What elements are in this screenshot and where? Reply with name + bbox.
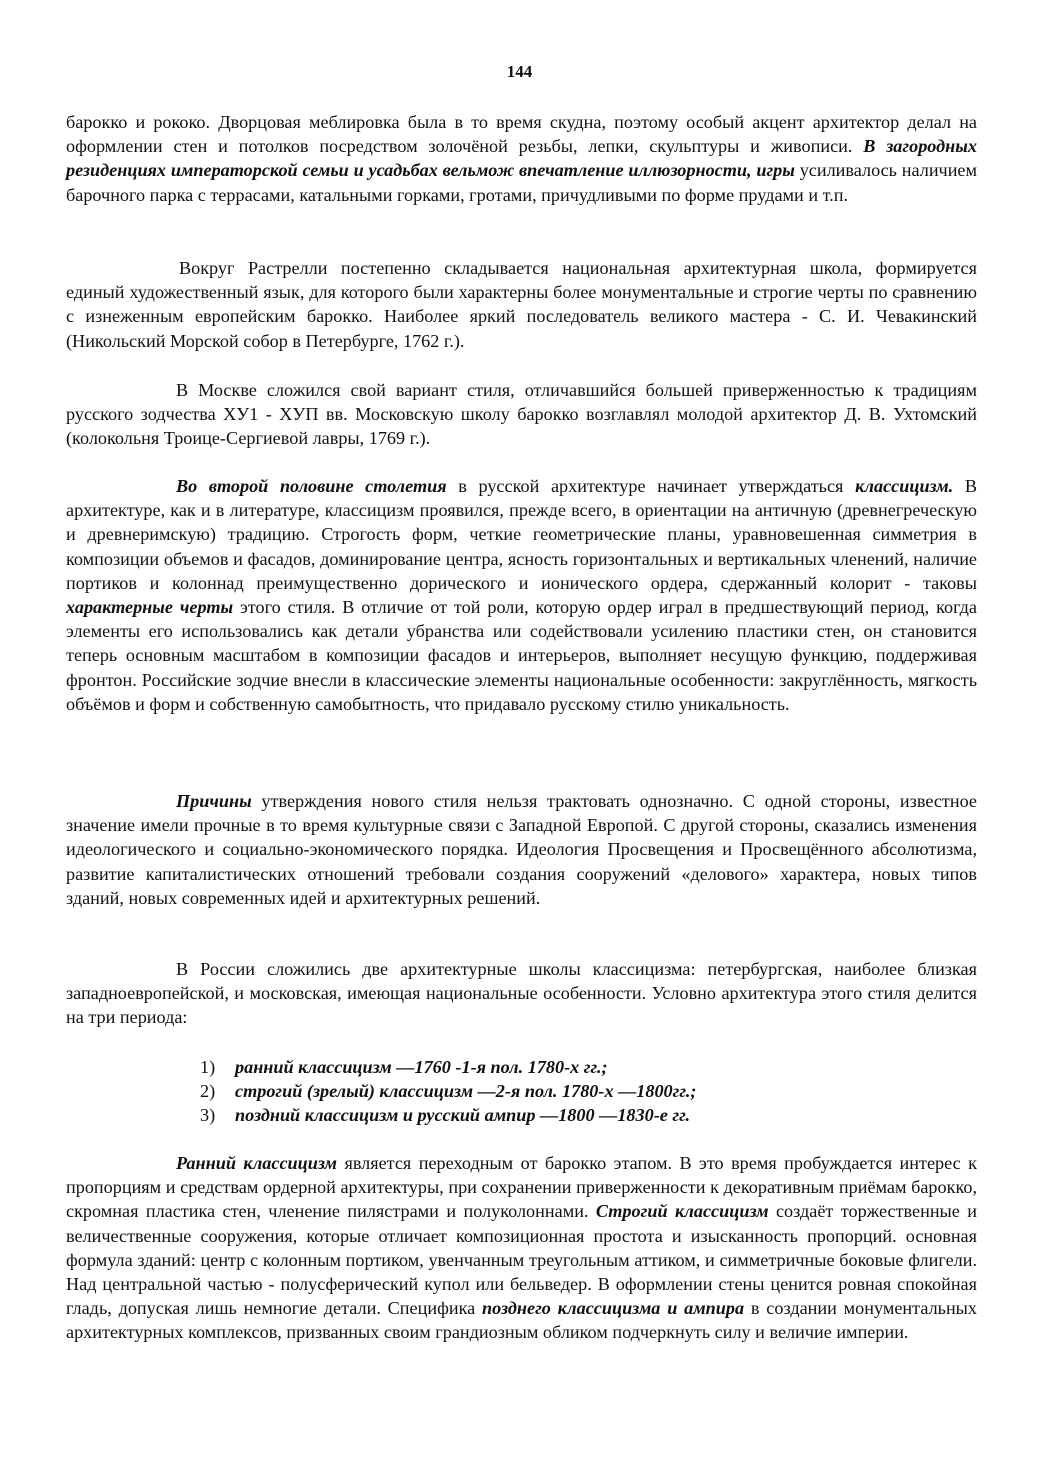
text-run: В архитектуре, как и в литературе, классицизм проявился, прежде всего, в ориентации на античную (древнегреческую и древнеримскую) традицию. Строгость форм, четкие геометрические планы, уравновешенная симметрия в композиции объемов и фасадов, доминирование центра, ясность горизонтальных и вертикальных членений, наличие портиков и колоннад преимущественно дорического и ионического ордера, сдержанный колорит - таковы — [66, 476, 977, 593]
emphasis-run: позднего классицизма и ампира — [482, 1298, 745, 1319]
paragraph-baroque-decor — [66, 110, 977, 207]
list-item-number: 3) — [200, 1105, 216, 1126]
list-item — [200, 1079, 900, 1103]
list-item-text: строгий (зрелый) классицизм —2-я пол. 1780-х —1800гг.; — [235, 1081, 697, 1102]
page-number: 144 — [506, 62, 533, 81]
list-item-number: 2) — [200, 1081, 216, 1102]
list-item-number: 1) — [200, 1057, 216, 1077]
paragraph-moscow-baroque — [66, 378, 977, 451]
emphasis-run: Строгий классицизм — [595, 1201, 769, 1222]
paragraph-classicism-intro — [66, 474, 977, 716]
text-run: является переходным от барокко этапом. В это время пробуждается интерес к пропорциям и средствам ордерной архитектуры, при сохранении приверженности к декоративным приёмам барокко, скромная пластика стен, членение пилястрами и полуколоннами. — [66, 1153, 978, 1222]
list-item-text: поздний классицизм и русский ампир —1800 —1830-е гг. — [235, 1105, 691, 1126]
text-run: В Москве сложился свой вариант стиля, отличавшийся большей приверженностью к традициям русского зодчества ХУ1 - ХУП вв. Московскую школу барокко возглавлял молодой архитектор Д. В. Ухтомский (колокольня Троице-Сергиевой лавры, 1769 г.). — [66, 380, 977, 449]
text-run: создаёт торжественные и величественные сооружения, которые отличает композиционная простота и изысканность пропорций. основная формула зданий: центр с колонным портиком, увенчанным треугольным аттиком, и симметричные боковые флигели. Над центральной частью - полусферический купол или бельведер. В оформлении стены ценится ровная спокойная гладь, допуская лишь немногие детали. Специфика — [66, 1201, 977, 1319]
paragraph-reasons — [66, 789, 977, 910]
list-item — [200, 1103, 900, 1127]
emphasis-run: Причины — [176, 791, 252, 811]
text-run: в русской архитектуре начинает утверждаться — [446, 476, 856, 496]
text-run: усиливалось наличием барочного парка с террасами, катальными горками, гротами, причудливыми по форме прудами и т.п. — [66, 160, 978, 205]
emphasis-run: Ранний классицизм — [176, 1153, 337, 1173]
text-run: Вокруг Растрелли постепенно складывается национальная архитектурная школа, формируется единый художественный язык, для которого были характерны более монументальные и строгие черты по сравнению с изнеженным европейским барокко. Наиболее яркий последователь великого мастера - С. И. Чевакинский (Никольский Морской собор в Петербурге, 1762 г.). — [66, 258, 977, 351]
text-run: этого стиля. В отличие от той роли, которую ордер играл в предшествующий период, когда элементы его использовались как детали убранства или содействовали усилению пластики стен, он становится теперь основным масштабом в композиции фасадов и интерьеров, выполняет несущую функцию, поддерживая фронтон. Российские зодчие внесли в классические элементы национальные особенности: закруглённость, мягкость объёмов и форм и собственную самобытность, что придавало русскому стилю уникальность. — [66, 597, 977, 714]
emphasis-run: классицизм. — [855, 476, 954, 496]
list-item-text: ранний классицизм —1760 -1-я пол. 1780-х гг.; — [235, 1057, 608, 1077]
paragraph-classicism-periods-detail — [66, 1151, 977, 1345]
text-run: утверждения нового стиля нельзя трактовать однозначно. С одной стороны, известное значение имели прочные в то время культурные связи с Западной Европой. С другой стороны, сказались изменения идеологического и социально-экономического порядка. Идеология Просвещения и Просвещённого абсолютизма, развитие капиталистических отношений требовали создания сооружений «делового» характера, новых типов зданий, новых современных идей и архитектурных решений. — [66, 791, 977, 908]
text-run: в создании монументальных архитектурных комплексов, призванных своим грандиозным обликом подчеркнуть силу и величие империи. — [66, 1298, 977, 1343]
text-run: барокко и рококо. Дворцовая меблировка была в то время скудна, поэтому особый акцент архитектор делал на оформлении стен и потолков посредством золочёной резьбы, лепки, скульптуры и живописи. — [66, 112, 977, 157]
paragraph-two-schools — [66, 957, 977, 1030]
emphasis-run: В загородных резиденциях императорской семьи и усадьбах вельмож впечатление иллюзорности, игры — [66, 136, 977, 181]
emphasis-run: Во второй половине столетия — [176, 476, 447, 496]
emphasis-run: характерные черты — [66, 597, 234, 618]
text-run: В России сложились две архитектурные школы классицизма: петербургская, наиболее близкая западноевропейской, и московская, имеющая национальные особенности. Условно архитектура этого стиля делится на три периода: — [66, 959, 977, 1028]
list-item — [200, 1055, 900, 1079]
paragraph-rastrelli-school — [66, 256, 977, 353]
periods-list — [200, 1055, 900, 1128]
